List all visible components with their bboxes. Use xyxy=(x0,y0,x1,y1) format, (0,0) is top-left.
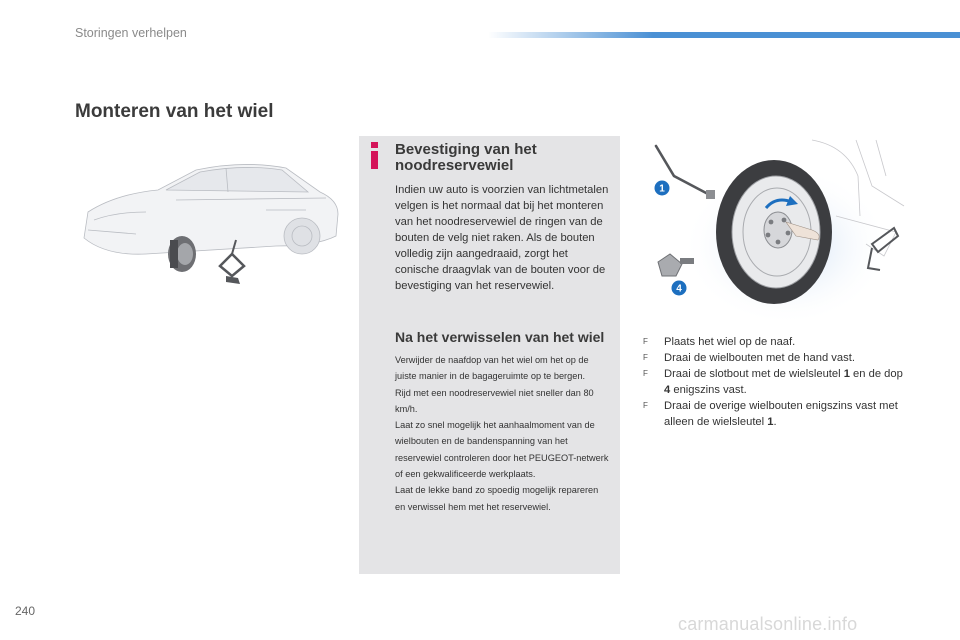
car-jack-illustration xyxy=(76,150,348,290)
page-number: 240 xyxy=(15,604,36,618)
bullet-icon: F xyxy=(643,369,648,378)
step-item: F Draai de wielbouten met de hand vast. xyxy=(643,352,855,364)
info-box-notes xyxy=(395,352,610,515)
step-item: F Draai de slotbout met de wielsleutel 1 en de dop 4 enigszins vast. xyxy=(643,368,903,396)
note-item: Laat de lekke band zo spoedig mogelijk repareren en verwissel hem met het reservewiel. xyxy=(395,485,599,512)
info-box-subheading: Na het verwisselen van het wiel xyxy=(395,329,605,345)
note-item: Verwijder de naafdop van het wiel om het op de juiste manier in de bagageruimte op te bergen. xyxy=(395,355,589,382)
note-item: Laat zo snel mogelijk het aanhaalmoment van de wielbouten en de bandenspanning van het reservewiel controleren door het PEUGEOT-netwerk of een gekwalificeerde werkplaats. xyxy=(395,420,609,480)
step-item: F Draai de overige wielbouten enigszins vast met alleen de wielsleutel 1. xyxy=(643,400,898,428)
info-box-paragraph: Indien uw auto is voorzien van lichtmetalen velgen is het normaal dat bij het monteren van het noodreservewiel de ringen van de bouten de velg niet raken. Als de bouten volledig zijn aangedraaid, zorgt het conische draagvlak van de bouten voor de bevestiging van het reservewiel. xyxy=(395,184,609,292)
page-heading: Monteren van het wiel xyxy=(75,101,274,122)
procedure-steps xyxy=(640,334,910,430)
callout-4: 4 xyxy=(676,283,682,295)
watermark: carmanualsonline.info xyxy=(678,614,858,634)
info-icon xyxy=(368,142,380,170)
callout-1: 1 xyxy=(659,183,665,195)
step-item: F Plaats het wiel op de naaf. xyxy=(643,336,796,348)
note-item: Rijd met een noodreservewiel niet sneller dan 80 km/h. xyxy=(395,387,594,414)
bullet-icon: F xyxy=(643,353,648,362)
header-accent-rule xyxy=(488,32,960,38)
wheel-mounting-illustration xyxy=(636,136,910,322)
info-box-title: Bevestiging van het noodreservewiel xyxy=(395,141,537,174)
info-box xyxy=(359,136,620,574)
bullet-icon: F xyxy=(643,401,648,410)
bullet-icon: F xyxy=(643,337,648,346)
section-title: Storingen verhelpen xyxy=(75,26,187,40)
